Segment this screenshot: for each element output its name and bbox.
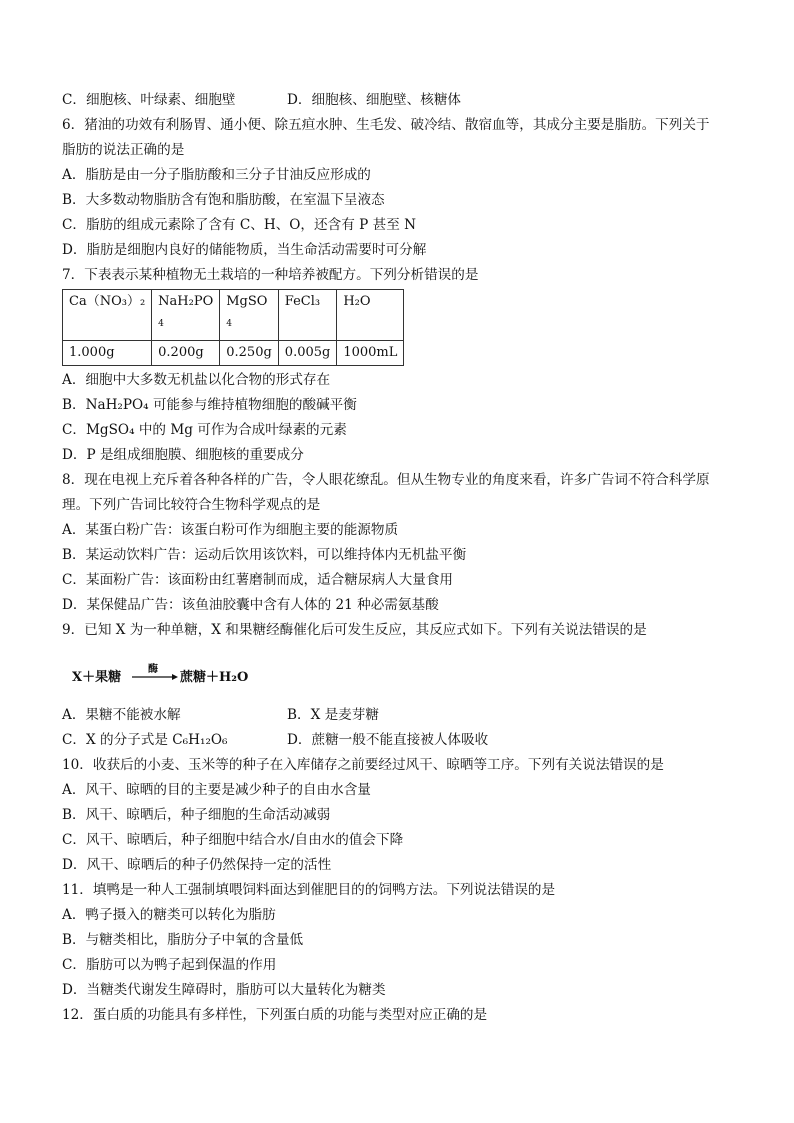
exam-page [62, 88, 752, 1028]
reaction-equation [62, 643, 752, 703]
q10-option-d: D．风干、晾晒后的种子仍然保持一定的活性 [62, 857, 332, 873]
table-header-cell: NaH₂PO 4 [152, 290, 220, 341]
q9-option-d: D．蔗糖一般不能直接被人体吸收 [287, 732, 489, 748]
q11-option-b: B．与糖类相比，脂肪分子中氧的含量低 [62, 932, 304, 948]
q5-option-d: D．细胞核、细胞壁、核糖体 [287, 92, 462, 108]
q9-option-c: C．X 的分子式是 C₆H₁₂O₆ [62, 732, 228, 748]
q7-option-d: D．P 是组成细胞膜、细胞核的重要成分 [62, 447, 304, 463]
q8-stem-line-1: 8．现在电视上充斥着各种各样的广告，令人眼花缭乱。但从生物专业的角度来看，许多广告词不符合科学原 [62, 472, 710, 488]
q12-stem: 12．蛋白质的功能具有多样性，下列蛋白质的功能与类型对应正确的是 [62, 1007, 488, 1023]
q11-option-a: A．鸭子摄入的糖类可以转化为脂肪 [62, 907, 276, 923]
reaction-left: X＋果糖 [72, 670, 122, 685]
q6-stem-line-1: 6．猪油的功效有利肠胃、通小便、除五疸水肿、生毛发、破冷结、散宿血等，其成分主要是脂肪。下列关于 [62, 117, 710, 133]
q7-option-a: A．细胞中大多数无机盐以化合物的形式存在 [62, 372, 331, 388]
q8-stem-line-2: 理。下列广告词比较符合生物科学观点的是 [62, 497, 321, 513]
q7-stem: 7．下表表示某种植物无土栽培的一种培养被配方。下列分析错误的是 [62, 267, 479, 283]
table-row [63, 341, 404, 366]
reaction-enzyme: 酶 [148, 664, 158, 675]
q5-option-c: C．细胞核、叶绿素、细胞壁 [62, 92, 236, 108]
table-cell: 1.000g [63, 341, 152, 366]
q6-option-c: C．脂肪的组成元素除了含有 C、H、O，还含有 P 甚至 N [62, 217, 417, 233]
table-cell: 1000mL [337, 341, 404, 366]
q10-option-c: C．风干、晾晒后，种子细胞中结合水/自由水的值会下降 [62, 832, 404, 848]
q8-option-d: D．某保健品广告：该鱼油胶囊中含有人体的 21 种必需氨基酸 [62, 597, 439, 613]
q8-option-a: A．某蛋白粉广告：该蛋白粉可作为细胞主要的能源物质 [62, 522, 399, 538]
q9-option-a: A．果糖不能被水解 [62, 707, 181, 723]
q9-options-ab [62, 703, 752, 728]
q7-option-c: C．MgSO₄ 中的 Mg 可作为合成叶绿素的元素 [62, 422, 347, 438]
table-header-row [63, 290, 404, 341]
table-cell: 0.250g [220, 341, 279, 366]
q6-option-d: D．脂肪是细胞内良好的储能物质，当生命活动需要时可分解 [62, 242, 427, 258]
q10-option-a: A．风干、晾晒的目的主要是减少种子的自由水含量 [62, 782, 371, 798]
table-header-cell: MgSO 4 [220, 290, 279, 341]
q9-option-b: B．X 是麦芽糖 [287, 707, 379, 723]
q6-stem-line-2: 脂肪的说法正确的是 [62, 142, 185, 158]
table-header-cell: H₂O [337, 290, 404, 341]
q11-option-c: C．脂肪可以为鸭子起到保温的作用 [62, 957, 277, 973]
q9-stem: 9．已知 X 为一种单糖，X 和果糖经酶催化后可发生反应，其反应式如下。下列有关说法错误的是 [62, 622, 647, 638]
q8-option-c: C．某面粉广告：该面粉由红薯磨制而成，适合糖尿病人大量食用 [62, 572, 454, 588]
reaction-equation-graphic [72, 661, 292, 691]
q10-stem: 10．收获后的小麦、玉米等的种子在入库储存之前要经过风干、晾晒等工序。下列有关说法错误的是 [62, 757, 664, 773]
table-cell: 0.200g [152, 341, 220, 366]
q7-option-b: B．NaH₂PO₄ 可能参与维持植物细胞的酸碱平衡 [62, 397, 357, 413]
q6-option-a: A．脂肪是由一分子脂肪酸和三分子甘油反应形成的 [62, 167, 371, 183]
q8-option-b: B．某运动饮料广告：运动后饮用该饮料，可以维持体内无机盐平衡 [62, 547, 467, 563]
q5-options-cd [62, 88, 752, 113]
table-cell: 0.005g [278, 341, 337, 366]
q11-stem: 11．填鸭是一种人工强制填喂饲料面达到催肥目的的饲鸭方法。下列说法错误的是 [62, 882, 556, 898]
nutrient-solution-table [62, 289, 404, 366]
q11-option-d: D．当糖类代谢发生障碍时，脂肪可以大量转化为糖类 [62, 982, 386, 998]
q9-options-cd [62, 728, 752, 753]
table-header-cell: FeCl₃ [278, 290, 337, 341]
q6-option-b: B．大多数动物脂肪含有饱和脂肪酸，在室温下呈液态 [62, 192, 385, 208]
q10-option-b: B．风干、晾晒后，种子细胞的生命活动减弱 [62, 807, 331, 823]
reaction-arrow-icon [172, 674, 178, 680]
table-header-cell: Ca（NO₃）₂ [63, 290, 152, 341]
reaction-right: 蔗糖＋H₂O [180, 670, 249, 685]
